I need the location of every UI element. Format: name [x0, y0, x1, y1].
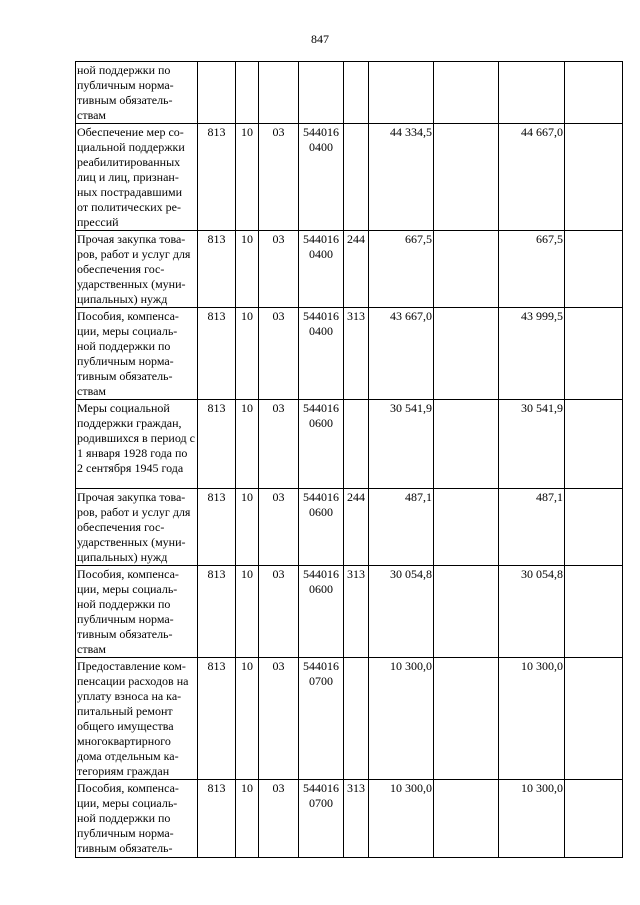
amount-4-cell	[565, 566, 623, 658]
amount-2-cell	[434, 658, 499, 780]
expense-type-code-cell: 313	[344, 566, 369, 658]
amount-3-cell: 30 054,8	[499, 566, 565, 658]
ved-code-cell: 813	[198, 658, 236, 780]
page-number: 847	[311, 32, 329, 46]
expense-type-code-cell	[344, 124, 369, 231]
table-row	[76, 231, 623, 308]
row-name-cell: Пособия, компенса-ции, меры социаль-ной поддержки по публичным норма-тивным обязатель-ствам	[76, 308, 198, 400]
table-row	[76, 489, 623, 566]
ved-code-cell: 813	[198, 231, 236, 308]
amount-2-cell	[434, 124, 499, 231]
amount-4-cell	[565, 489, 623, 566]
table-row	[76, 124, 623, 231]
amount-3-cell: 667,5	[499, 231, 565, 308]
table-row	[76, 308, 623, 400]
row-name-cell: Пособия, компенса-ции, меры социаль-ной поддержки по публичным норма-тивным обязатель-	[76, 780, 198, 858]
amount-1-cell: 44 334,5	[369, 124, 434, 231]
expense-type-code-cell: 313	[344, 780, 369, 858]
amount-4-cell	[565, 308, 623, 400]
budget-table	[75, 61, 623, 858]
amount-1-cell: 43 667,0	[369, 308, 434, 400]
section-code-cell: 10	[236, 489, 259, 566]
section-code-cell: 10	[236, 400, 259, 489]
amount-2-cell	[434, 780, 499, 858]
row-name-cell: Предоставление ком-пенсации расходов на уплату взноса на ка-питальный ремонт общего имущества многоквартирного дома отдельным ка-тегориям граждан	[76, 658, 198, 780]
subsection-code-cell: 03	[259, 308, 299, 400]
amount-4-cell	[565, 124, 623, 231]
target-item-code-cell	[299, 62, 344, 124]
amount-4-cell	[565, 231, 623, 308]
ved-code-cell: 813	[198, 780, 236, 858]
section-code-cell: 10	[236, 780, 259, 858]
section-code-cell: 10	[236, 658, 259, 780]
amount-2-cell	[434, 62, 499, 124]
amount-4-cell	[565, 780, 623, 858]
row-name-cell: Обеспечение мер со-циальной поддержки реабилитированных лиц и лиц, признан-ных пострадавшими от политических ре-прессий	[76, 124, 198, 231]
table-row	[76, 658, 623, 780]
table-row	[76, 62, 623, 124]
amount-1-cell: 667,5	[369, 231, 434, 308]
subsection-code-cell: 03	[259, 489, 299, 566]
expense-type-code-cell: 244	[344, 231, 369, 308]
section-code-cell: 10	[236, 308, 259, 400]
target-item-code-cell: 544016 0400	[299, 231, 344, 308]
target-item-code-cell: 544016 0700	[299, 658, 344, 780]
subsection-code-cell: 03	[259, 658, 299, 780]
section-code-cell: 10	[236, 124, 259, 231]
row-name-cell: Прочая закупка това-ров, работ и услуг для обеспечения гос-ударственных (муни-ципальных) нужд	[76, 489, 198, 566]
expense-type-code-cell: 313	[344, 308, 369, 400]
target-item-code-cell: 544016 0400	[299, 124, 344, 231]
amount-2-cell	[434, 231, 499, 308]
amount-3-cell: 487,1	[499, 489, 565, 566]
ved-code-cell	[198, 62, 236, 124]
row-name-cell: Прочая закупка това-ров, работ и услуг для обеспечения гос-ударственных (муни-ципальных) нужд	[76, 231, 198, 308]
row-name-cell: Пособия, компенса-ции, меры социаль-ной поддержки по публичным норма-тивным обязатель-ствам	[76, 566, 198, 658]
amount-4-cell	[565, 400, 623, 489]
target-item-code-cell: 544016 0600	[299, 489, 344, 566]
amount-1-cell: 30 541,9	[369, 400, 434, 489]
target-item-code-cell: 544016 0700	[299, 780, 344, 858]
amount-2-cell	[434, 566, 499, 658]
subsection-code-cell: 03	[259, 231, 299, 308]
amount-1-cell: 10 300,0	[369, 780, 434, 858]
ved-code-cell: 813	[198, 308, 236, 400]
amount-4-cell	[565, 62, 623, 124]
row-name-cell: Меры социальной поддержки граждан, родившихся в период с 1 января 1928 года по 2 сентября 1945 года	[76, 400, 198, 489]
table-row	[76, 566, 623, 658]
subsection-code-cell: 03	[259, 124, 299, 231]
amount-3-cell: 43 999,5	[499, 308, 565, 400]
expense-type-code-cell	[344, 658, 369, 780]
expense-type-code-cell	[344, 62, 369, 124]
expense-type-code-cell: 244	[344, 489, 369, 566]
amount-2-cell	[434, 489, 499, 566]
ved-code-cell: 813	[198, 566, 236, 658]
amount-2-cell	[434, 400, 499, 489]
amount-2-cell	[434, 308, 499, 400]
amount-3-cell	[499, 62, 565, 124]
amount-1-cell: 30 054,8	[369, 566, 434, 658]
amount-3-cell: 10 300,0	[499, 658, 565, 780]
amount-4-cell	[565, 658, 623, 780]
amount-3-cell: 44 667,0	[499, 124, 565, 231]
target-item-code-cell: 544016 0400	[299, 308, 344, 400]
section-code-cell: 10	[236, 566, 259, 658]
section-code-cell: 10	[236, 231, 259, 308]
section-code-cell	[236, 62, 259, 124]
target-item-code-cell: 544016 0600	[299, 566, 344, 658]
table-row	[76, 780, 623, 858]
target-item-code-cell: 544016 0600	[299, 400, 344, 489]
amount-3-cell: 10 300,0	[499, 780, 565, 858]
amount-1-cell	[369, 62, 434, 124]
expense-type-code-cell	[344, 400, 369, 489]
subsection-code-cell	[259, 62, 299, 124]
row-name-cell: ной поддержки по публичным норма-тивным обязатель-ствам	[76, 62, 198, 124]
amount-3-cell: 30 541,9	[499, 400, 565, 489]
ved-code-cell: 813	[198, 400, 236, 489]
ved-code-cell: 813	[198, 489, 236, 566]
table-row	[76, 400, 623, 489]
ved-code-cell: 813	[198, 124, 236, 231]
subsection-code-cell: 03	[259, 400, 299, 489]
subsection-code-cell: 03	[259, 780, 299, 858]
subsection-code-cell: 03	[259, 566, 299, 658]
amount-1-cell: 10 300,0	[369, 658, 434, 780]
amount-1-cell: 487,1	[369, 489, 434, 566]
